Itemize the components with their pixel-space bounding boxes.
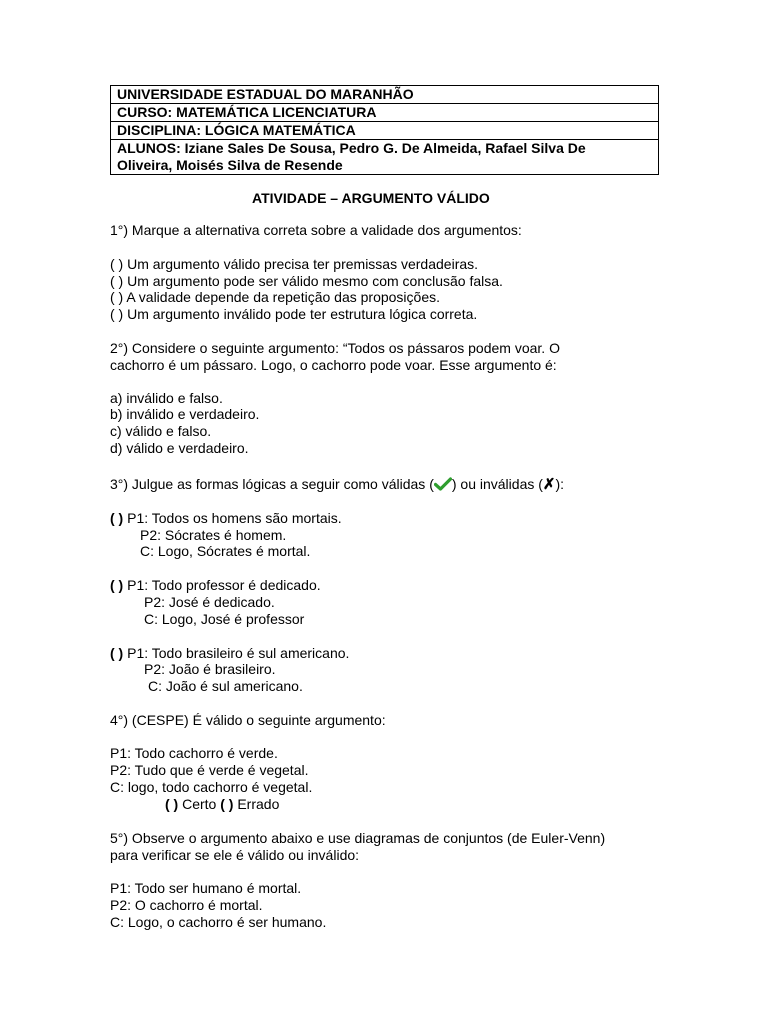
header-table	[110, 85, 659, 175]
students-cell	[111, 140, 659, 175]
q4-premise-2: P2: Tudo que é verde é vegetal.	[110, 762, 309, 778]
students-line-1: ALUNOS: Iziane Sales De Sousa, Pedro G. De Almeida, Rafael Silva De	[117, 140, 586, 156]
q5-premise-1: P1: Todo ser humano é mortal.	[110, 880, 302, 896]
certo-checkbox[interactable]: ( )	[165, 796, 179, 812]
q4-prompt: 4°) (CESPE) É válido o seguinte argumento:	[110, 712, 386, 728]
q3-item-3-conclusion: C: João é sul americano.	[148, 678, 303, 694]
q1-option: ( ) A validade depende da repetição das proposições.	[110, 289, 441, 305]
q4-premise-1: P1: Todo cachorro é verde.	[110, 745, 278, 761]
q3-prompt-end: ):	[555, 476, 565, 492]
premise-1: P1: Todo professor é dedicado.	[123, 577, 321, 593]
q2-option: d) válido e verdadeiro.	[110, 440, 249, 456]
q4-answer-row	[165, 796, 279, 813]
q2-option: c) válido e falso.	[110, 423, 212, 439]
course-cell: CURSO: MATEMÁTICA LICENCIATURA	[111, 104, 659, 122]
q1-option: ( ) Um argumento válido precisa ter premissas verdadeiras.	[110, 256, 479, 272]
q3-item-2-p2: P2: José é dedicado.	[144, 594, 275, 610]
answer-blank[interactable]: ( )	[110, 510, 124, 526]
check-icon	[434, 477, 452, 491]
premise-1: P1: Todo brasileiro é sul americano.	[123, 645, 350, 661]
q3-item-2-conclusion: C: Logo, José é professor	[144, 611, 305, 627]
discipline-cell: DISCIPLINA: LÓGICA MATEMÁTICA	[111, 122, 659, 140]
answer-blank[interactable]: ( )	[110, 577, 124, 593]
students-line-2: Oliveira, Moisés Silva de Resende	[117, 157, 343, 173]
q3-item-2-p1	[110, 577, 321, 594]
q1-prompt: 1°) Marque a alternativa correta sobre a validade dos argumentos:	[110, 222, 522, 238]
certo-label: Certo	[178, 796, 221, 812]
q2-option: b) inválido e verdadeiro.	[110, 406, 260, 422]
q3-prompt-middle: ) ou inválidas (	[451, 476, 543, 492]
q3-item-3-p1	[110, 645, 349, 662]
q3-item-1-p1	[110, 510, 342, 527]
q2-option: a) inválido e falso.	[110, 390, 223, 406]
q1-option: ( ) Um argumento pode ser válido mesmo com conclusão falsa.	[110, 273, 503, 289]
q3-prompt	[110, 476, 564, 493]
university-cell: UNIVERSIDADE ESTADUAL DO MARANHÃO	[111, 86, 659, 104]
q3-prompt-start: 3°) Julgue as formas lógicas a seguir como válidas (	[110, 476, 434, 492]
q5-conclusion: C: Logo, o cachorro é ser humano.	[110, 914, 327, 930]
q5-prompt-line-2: para verificar se ele é válido ou inválido:	[110, 847, 360, 863]
q2-prompt-line-2: cachorro é um pássaro. Logo, o cachorro pode voar. Esse argumento é:	[110, 357, 557, 373]
activity-title: ATIVIDADE – ARGUMENTO VÁLIDO	[252, 190, 490, 206]
x-icon: ✗	[542, 476, 556, 493]
errado-checkbox[interactable]: ( )	[220, 796, 234, 812]
answer-blank[interactable]: ( )	[110, 645, 124, 661]
q3-item-1-conclusion: C: Logo, Sócrates é mortal.	[140, 543, 311, 559]
q3-item-1-p2: P2: Sócrates é homem.	[140, 527, 287, 543]
premise-1: P1: Todos os homens são mortais.	[123, 510, 342, 526]
q3-item-3-p2: P2: João é brasileiro.	[144, 661, 276, 677]
q4-conclusion: C: logo, todo cachorro é vegetal.	[110, 779, 313, 795]
q1-option: ( ) Um argumento inválido pode ter estrutura lógica correta.	[110, 306, 478, 322]
q5-prompt-line-1: 5°) Observe o argumento abaixo e use diagramas de conjuntos (de Euler-Venn)	[110, 830, 606, 846]
errado-label: Errado	[233, 796, 280, 812]
q5-premise-2: P2: O cachorro é mortal.	[110, 897, 263, 913]
q2-prompt-line-1: 2°) Considere o seguinte argumento: “Todos os pássaros podem voar. O	[110, 340, 560, 356]
